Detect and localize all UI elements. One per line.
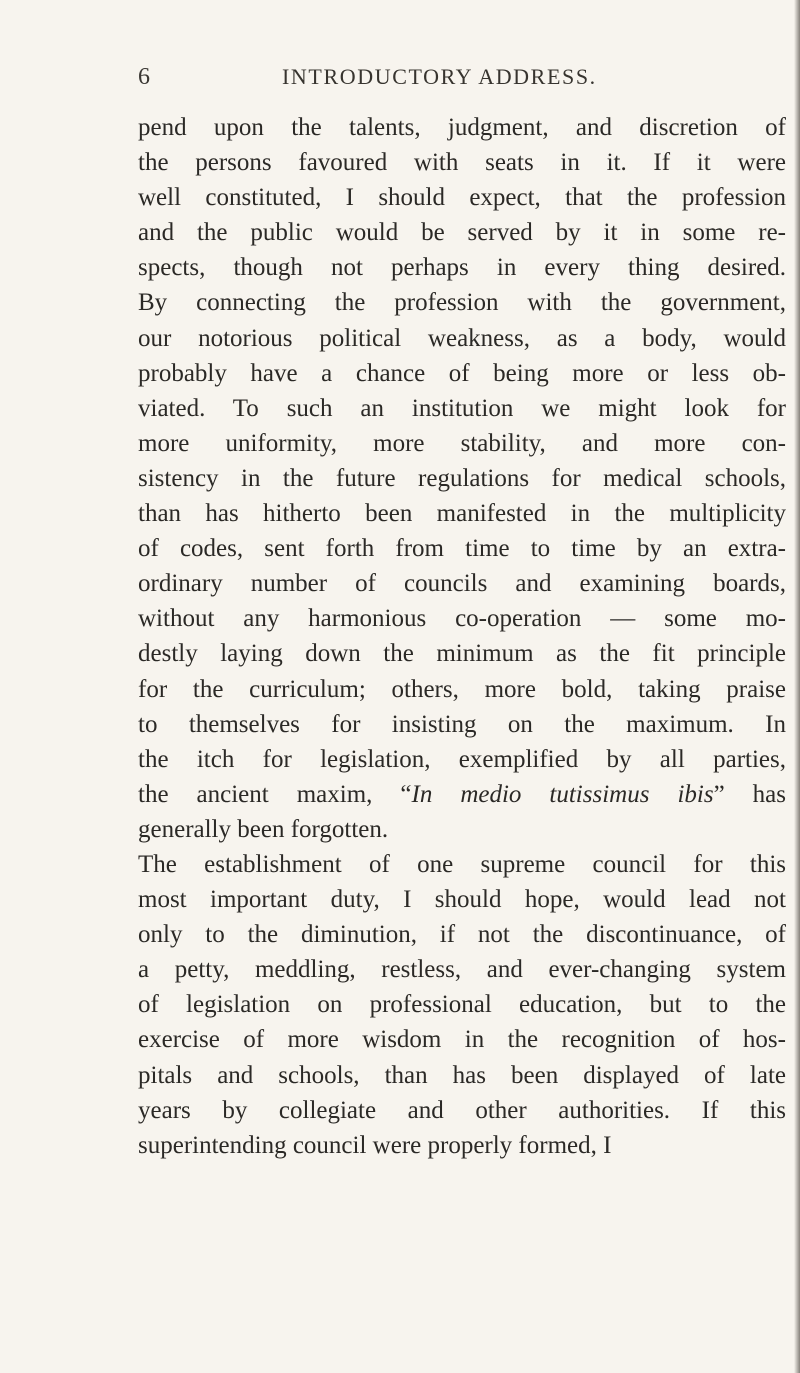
text-line: pitals and schools, than has been displayed of late <box>138 1061 786 1089</box>
text-line: destly laying down the minimum as the fit principle <box>138 640 786 668</box>
text-line: spects, though not perhaps in every thing desired. <box>138 254 786 282</box>
text-line: to themselves for insisting on the maximum. In <box>138 710 786 738</box>
text-line: most important duty, I should hope, would lead not <box>138 886 786 914</box>
page-header <box>138 60 658 94</box>
text-line: only to the diminution, if not the discontinuance, of <box>138 921 786 949</box>
text-line: superintending council were properly formed, I <box>138 1131 612 1159</box>
body-text <box>138 110 798 1163</box>
text-line: years by collegiate and other authorities. If this <box>138 1096 786 1124</box>
text-line: the itch for legislation, exemplified by all parties, <box>138 745 786 773</box>
text-line: our notorious political weakness, as a body, would <box>138 324 786 352</box>
text-line: exercise of more wisdom in the recognition of hos- <box>138 1026 786 1054</box>
text-line: By connecting the profession with the government, <box>138 289 786 317</box>
text-line: of codes, sent forth from time to time by an extra- <box>138 535 786 563</box>
text-line: pend upon the talents, judgment, and discretion of <box>138 114 786 141</box>
text-line: sistency in the future regulations for medical schools, <box>138 464 786 492</box>
text-line: viated. To such an institution we might look for <box>138 394 786 422</box>
text-line: for the curriculum; others, more bold, taking praise <box>138 675 786 703</box>
text-line: without any harmonious co-operation — some mo- <box>138 605 786 633</box>
text-line: probably have a chance of being more or less ob- <box>138 359 786 387</box>
text-line: well constituted, I should expect, that the profession <box>138 184 786 212</box>
text-line: more uniformity, more stability, and more con- <box>138 429 786 457</box>
text-line: ordinary number of councils and examining boards, <box>138 570 786 598</box>
page-number: 6 <box>138 64 150 90</box>
text-fragment: ” has <box>713 780 786 808</box>
text-line: of legislation on professional education, but to the <box>138 991 786 1019</box>
text-line: The establishment of one supreme council for this <box>138 850 786 878</box>
running-head: INTRODUCTORY ADDRESS. <box>282 64 597 89</box>
text-line <box>138 777 786 812</box>
text-line: and the public would be served by it in some re- <box>138 219 786 247</box>
page-edge-shadow <box>794 0 800 1373</box>
text-line: generally been forgotten. <box>138 815 389 843</box>
text-fragment: the ancient maxim, “ <box>138 780 412 808</box>
text-line: than has hitherto been manifested in the multiplicity <box>138 500 786 528</box>
text-line: a petty, meddling, restless, and ever-changing system <box>138 956 786 984</box>
text-line: the persons favoured with seats in it. If it were <box>138 149 786 177</box>
latin-maxim: In medio tutissimus ibis <box>411 780 714 808</box>
